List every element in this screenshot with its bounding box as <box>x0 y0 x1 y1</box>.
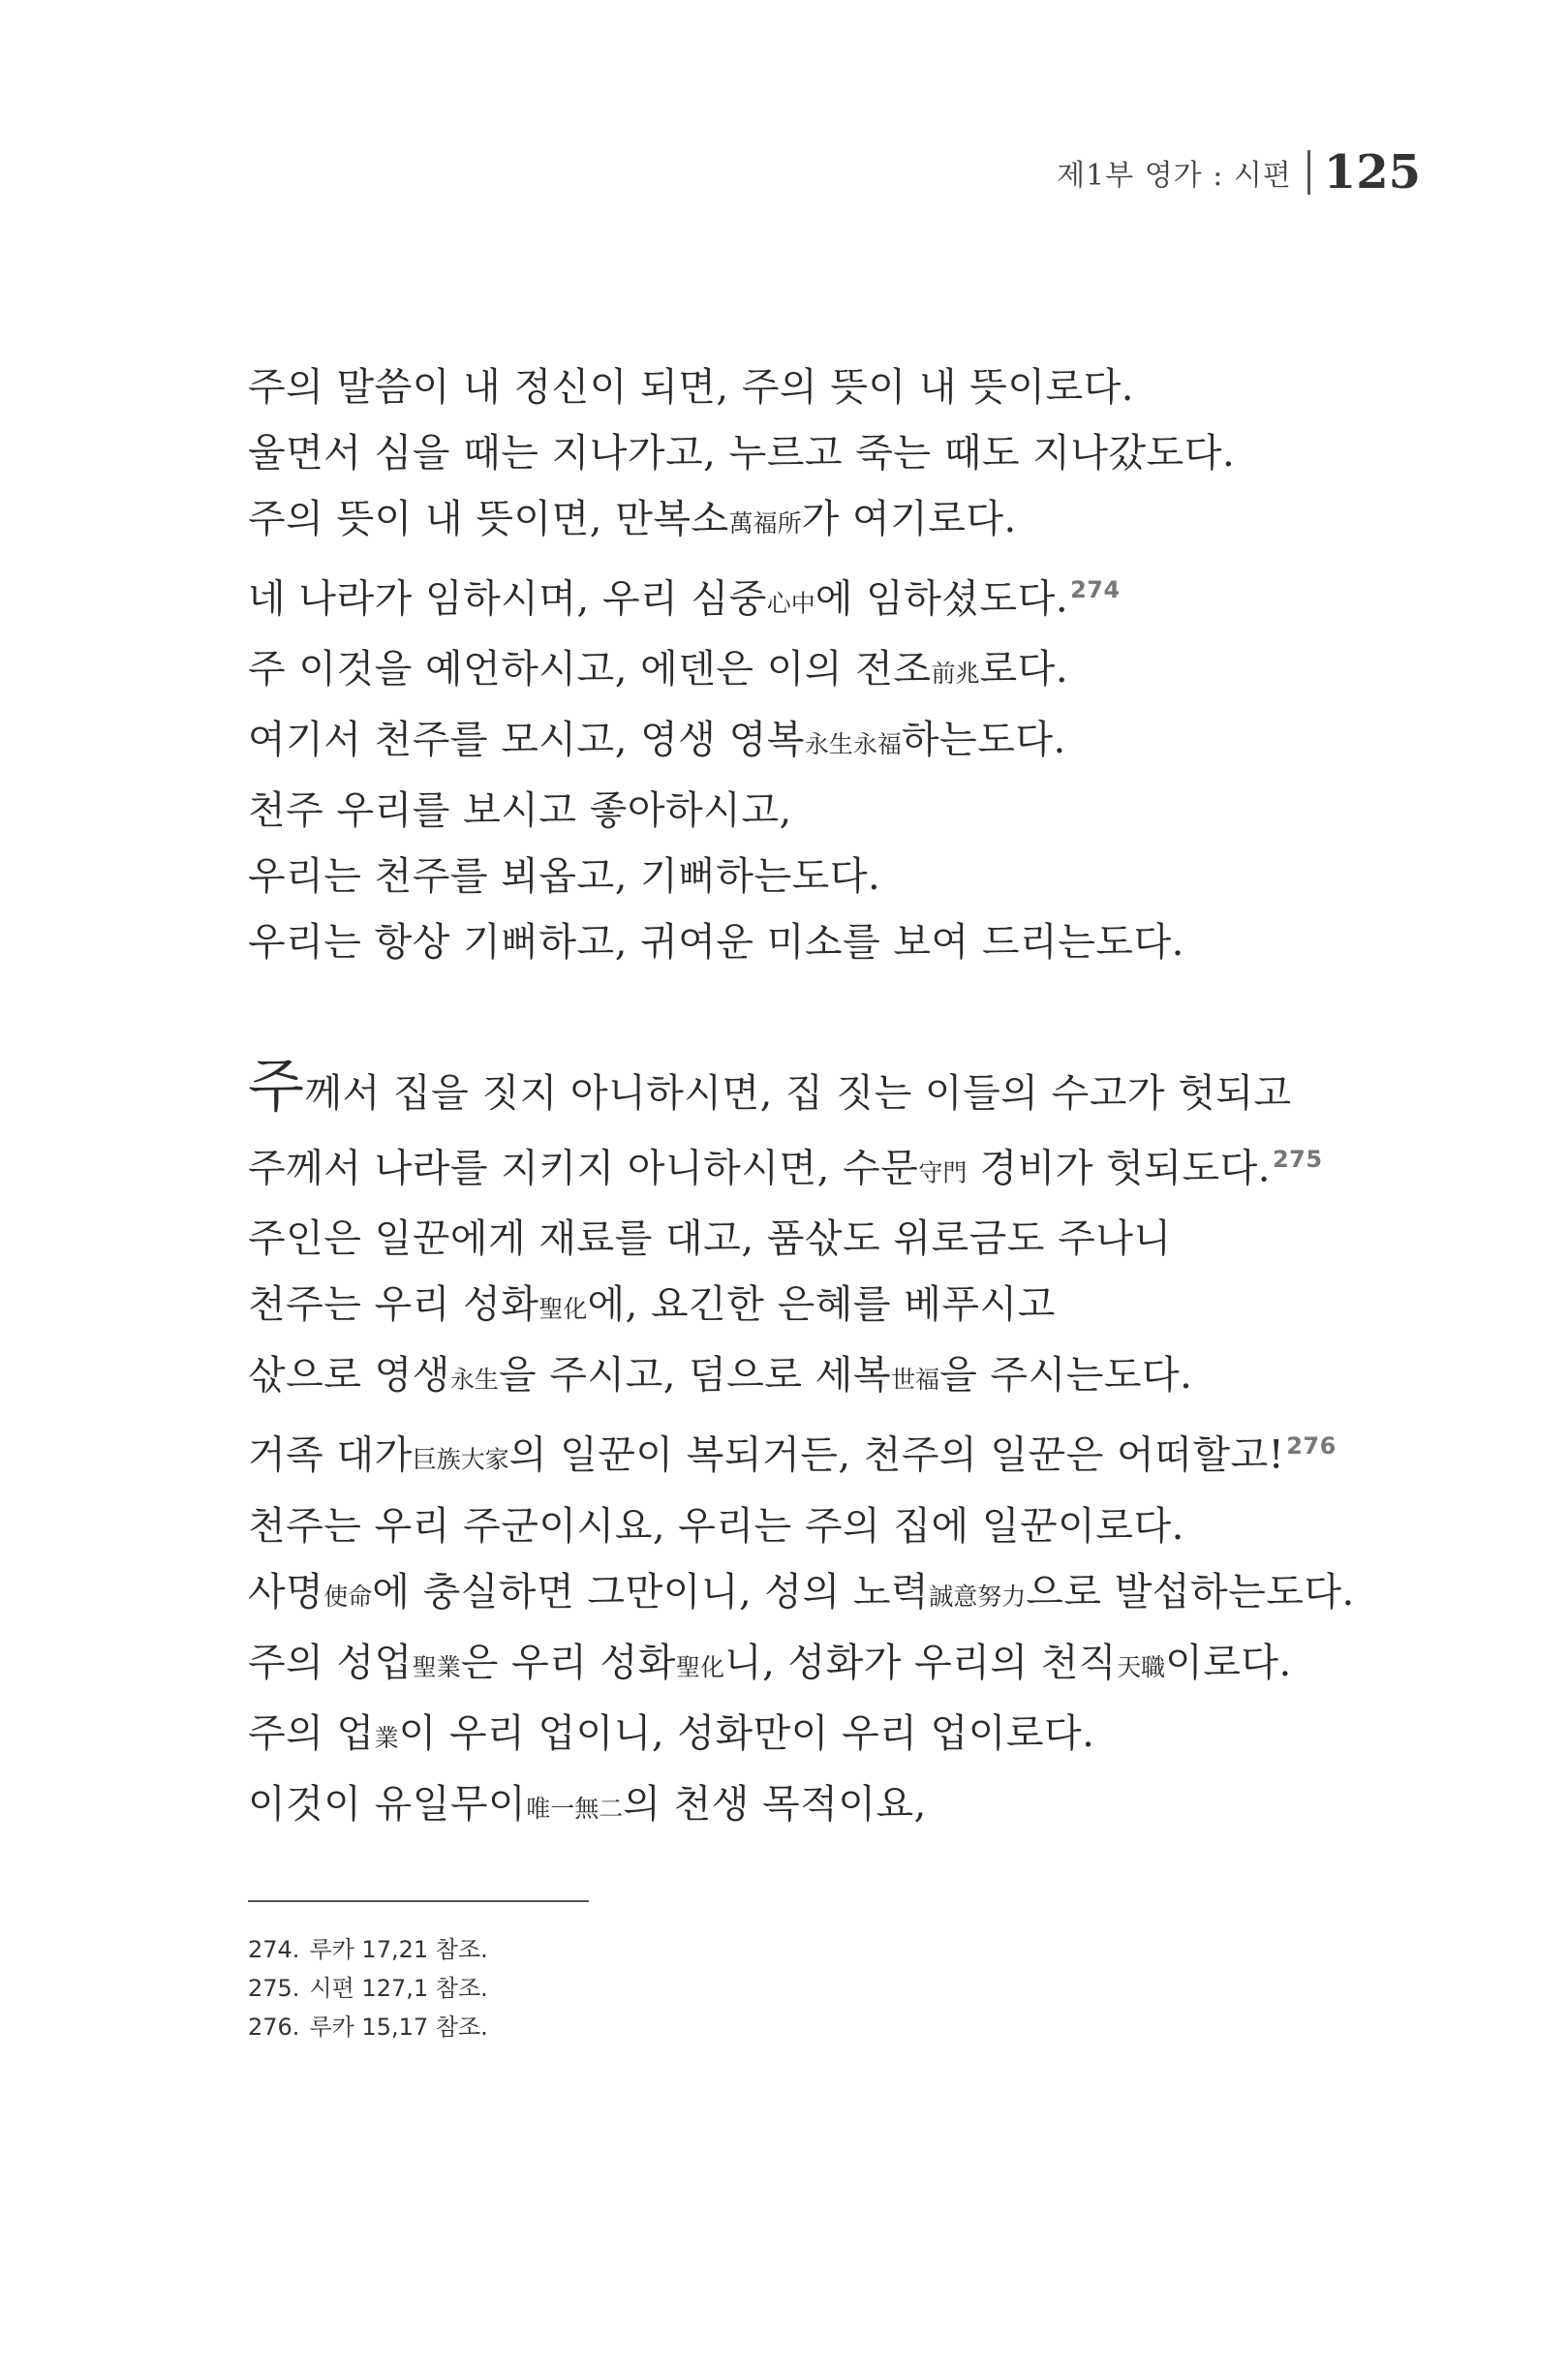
hanja-gloss: 守門 <box>918 1158 968 1187</box>
verse-line <box>248 1126 1430 1206</box>
hanja-gloss: 聖化 <box>675 1652 724 1681</box>
footnote-ref-276[interactable]: 276 <box>1286 1432 1337 1461</box>
footnote-divider <box>248 1900 589 1902</box>
verse-line <box>248 636 1430 707</box>
verse-text: 으로 발섭하는도다. <box>1026 1569 1355 1615</box>
hanja-gloss: 永生永福 <box>804 730 902 759</box>
verse-text: 주의 업 <box>248 1710 375 1756</box>
verse-line <box>248 1771 1430 1842</box>
verse-text: 이로다. <box>1165 1640 1292 1685</box>
hanja-gloss: 使命 <box>323 1582 373 1611</box>
verse-text: 로다. <box>979 647 1069 692</box>
footnote-text: 루카 17,21 참조. <box>309 1936 488 1963</box>
verse-text: 네 나라가 임하시며, 우리 심중 <box>248 576 767 622</box>
verse-text: 울면서 심을 때는 지나가고, 누르고 죽는 때도 지나갔도다. <box>248 431 1236 476</box>
hanja-gloss: 永生 <box>449 1366 499 1395</box>
verse-line <box>248 1630 1430 1701</box>
verse-line <box>248 909 1430 975</box>
hanja-gloss: 唯一無二 <box>526 1794 624 1823</box>
verse-text: 의 일꾼이 복되거든, 천주의 일꾼은 어떠할고! <box>508 1432 1285 1478</box>
verse-text: 경비가 헛되도다. <box>967 1146 1271 1191</box>
verse-text: 우리는 항상 기뻐하고, 귀여운 미소를 보여 드리는도다. <box>248 920 1184 966</box>
verse-text: 주인은 일꾼에게 재료를 대고, 품삯도 위로금도 주나니 <box>248 1216 1172 1262</box>
verse-text: 거족 대가 <box>248 1432 413 1478</box>
hanja-gloss: 聖化 <box>538 1295 588 1324</box>
verse-line <box>248 1206 1430 1272</box>
hanja-gloss: 天職 <box>1117 1652 1166 1681</box>
running-title: 제1부 영가 : 시편 <box>1057 159 1292 193</box>
verse-text: 삯으로 영생 <box>248 1353 450 1399</box>
verse-text: 주의 말씀이 내 정신이 되면, 주의 뜻이 내 뜻이로다. <box>248 365 1134 410</box>
hanja-gloss: 萬福所 <box>728 509 802 538</box>
verse-text: 가 여기로다. <box>801 497 1017 541</box>
verse-line <box>248 486 1430 557</box>
verse-text: 천주는 우리 성화 <box>248 1282 539 1328</box>
running-header <box>1057 145 1421 200</box>
verse-text: 주 이것을 예언하시고, 에덴은 이의 전조 <box>248 647 932 692</box>
verse-text: 에, 요긴한 은혜를 베푸시고 <box>587 1282 1056 1328</box>
footnote-number: 274. <box>248 1936 300 1963</box>
hanja-gloss: 誠意努力 <box>929 1582 1027 1611</box>
verse-line <box>248 1701 1430 1771</box>
footnote-ref-274[interactable]: 274 <box>1070 576 1121 603</box>
verse-text: 천주는 우리 주군이시요, 우리는 주의 집에 일꾼이로다. <box>248 1503 1184 1549</box>
verse-text: 우리는 천주를 뵈옵고, 기뻐하는도다. <box>248 854 881 900</box>
hanja-gloss: 聖業 <box>412 1652 461 1681</box>
verse-line <box>248 1559 1430 1630</box>
verse-text: 을 주시는도다. <box>939 1353 1193 1399</box>
verse-text: 이것이 유일무이 <box>248 1781 527 1827</box>
verse-line <box>248 557 1430 636</box>
verse-line <box>248 1053 1430 1126</box>
hanja-gloss: 心中 <box>766 589 815 618</box>
verse-text: 주의 뜻이 내 뜻이면, 만복소 <box>248 497 729 541</box>
footnote-274 <box>248 1930 488 1969</box>
footnotes <box>248 1930 488 2046</box>
verse-text: 께서 집을 짓지 아니하시면, 집 짓는 이들의 수고가 헛되고 <box>304 1071 1292 1116</box>
drop-cap: 주 <box>248 1053 305 1121</box>
verse-text: 하는도다. <box>901 718 1066 763</box>
verse-text: 을 주시고, 덤으로 세복 <box>498 1353 892 1399</box>
hanja-gloss: 世福 <box>891 1366 940 1395</box>
verse-text: 사명 <box>248 1569 324 1615</box>
footnote-275 <box>248 1969 488 2008</box>
stanza-2 <box>248 1053 1430 1842</box>
verse-line <box>248 844 1430 909</box>
verse-text: 은 우리 성화 <box>460 1640 676 1685</box>
verse-text: 여기서 천주를 모시고, 영생 영복 <box>248 718 805 763</box>
verse-line <box>248 1413 1430 1492</box>
stanza-1 <box>248 354 1430 975</box>
header-divider <box>1307 150 1310 195</box>
hanja-gloss: 前兆 <box>931 660 980 689</box>
verse-text: 니, 성화가 우리의 천직 <box>723 1640 1118 1685</box>
verse-line <box>248 354 1430 420</box>
verse-text: 의 천생 목적이요, <box>623 1781 927 1827</box>
footnote-276 <box>248 2008 488 2046</box>
verse-text: 에 임하셨도다. <box>815 576 1069 622</box>
verse-text: 주의 성업 <box>248 1640 413 1685</box>
verse-text: 이 우리 업이니, 성화만이 우리 업이로다. <box>398 1710 1095 1756</box>
footnote-ref-275[interactable]: 275 <box>1272 1146 1323 1173</box>
footnote-number: 276. <box>248 2014 300 2041</box>
verse-line <box>248 1493 1430 1559</box>
hanja-gloss: 業 <box>374 1723 399 1752</box>
verse-text: 천주 우리를 보시고 좋아하시고, <box>248 788 792 834</box>
verse-text: 주께서 나라를 지키지 아니하시면, 수문 <box>248 1146 919 1191</box>
verse-line <box>248 778 1430 844</box>
footnote-number: 275. <box>248 1975 300 2002</box>
footnote-text: 시편 127,1 참조. <box>309 1975 488 2002</box>
verse-text: 에 충실하면 그만이니, 성의 노력 <box>372 1569 930 1615</box>
verse-line <box>248 707 1430 778</box>
page-number: 125 <box>1323 145 1421 200</box>
verse-line <box>248 420 1430 486</box>
verse-line <box>248 1272 1430 1342</box>
footnote-text: 루카 15,17 참조. <box>309 2014 488 2041</box>
hanja-gloss: 巨族大家 <box>412 1445 509 1474</box>
verse-line <box>248 1342 1430 1413</box>
